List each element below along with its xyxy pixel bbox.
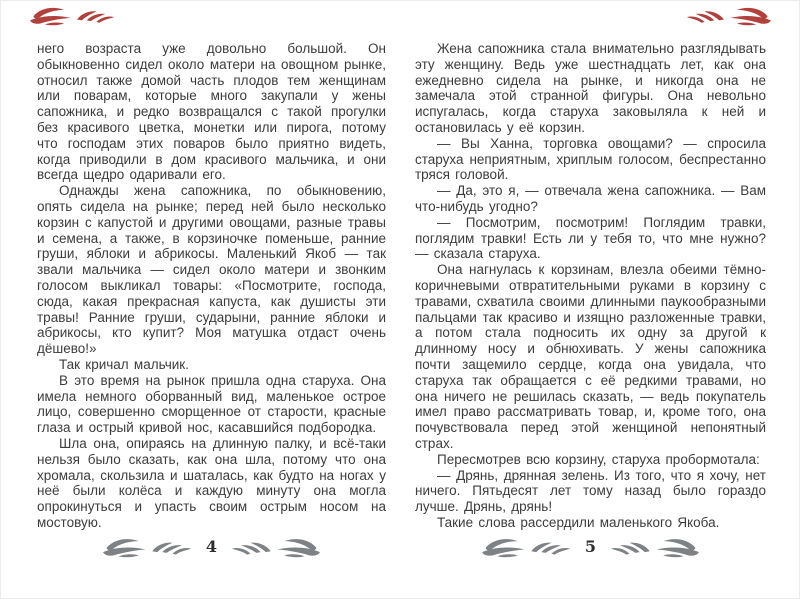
paragraph: — Да, это я, — отвечала жена сапожника. — Вам что-нибудь угодно? [415, 183, 766, 214]
paragraph: Такие слова рассердили маленького Якоба. [437, 514, 720, 530]
page-number-left: 4 [205, 537, 218, 556]
paragraph: — Дрянь, дрянная зелень. Из того, что я хочу, нет ничего. Пятьдесят лет тому назад было гораздо лучше. Дрянь, дрянь! [415, 467, 766, 515]
paragraph: Так кричал мальчик. [59, 356, 189, 372]
page-left-footer [37, 533, 386, 561]
paragraph: Пересмотрев всю корзину, старуха пробормотала: [437, 451, 760, 467]
footer-flourish-left-icon [479, 536, 575, 558]
page-right-text-column [415, 41, 766, 531]
footer-flourish-right-icon [606, 536, 702, 558]
paragraph: — Посмотрим, посмотрим! Поглядим травки, поглядим травки! Есть ли у тебя то, что мне нужно? — сказала старуха. [415, 214, 766, 262]
paragraph: него возраста уже довольно большой. Он обыкновенно сидел около матери на овощном рынке, относил также домой часть плодов тем женщинам или поварам, которые много закупали у жены сапожника, и редко возвращался с такой прогулки без красивого цветка, монетки или пирога, потому что господам этих поваров было приятно видеть, когда приводили в дом красивого мальчика, и они всегда щедро одаривали его. [37, 41, 386, 183]
footer-flourish-right-icon [227, 536, 323, 558]
corner-flourish-left-icon [28, 5, 118, 26]
page-right-footer [415, 533, 766, 561]
paragraph: Шла она, опираясь на длинную палку, и всё-таки нельзя было сказать, как она шла, потому что она хромала, скользила и шаталась, как будто на ногах у неё были колёса и каждую минуту она могла опрокинуться и упасть своим острым носом на мостовую. [37, 435, 386, 530]
paragraph: Однажды жена сапожника, по обыкновению, опять сидела на рынке; перед ней было несколько корзин с капустой и другими овощами, разные травы и семена, а также, в корзиночке поменьше, ранние груши, яблоки и абрикосы. Маленький Якоб — так звали мальчика — сидел около матери и звонким голосом выкликал товары: «Посмотрите, господа, сюда, какая прекрасная капуста, как душисты эти травы! Ранние груши, сударыни, ранние яблоки и абрикосы, кто купит? Моя матушка отдаст очень дёшево!» [37, 183, 386, 357]
corner-flourish-right-icon [683, 5, 773, 26]
page-left-text-column [37, 41, 386, 531]
paragraph: — Вы Ханна, торговка овощами? — спросила старуха неприятным, хриплым голосом, беспрестанно тряся головой. [415, 135, 766, 183]
page-number-right: 5 [584, 537, 597, 556]
footer-flourish-left-icon [100, 536, 196, 558]
paragraph: В это время на рынок пришла одна старуха. Она имела немного оборванный вид, маленькое острое лицо, совершенно сморщенное от старости, красные глаза и острый кривой нос, касавшийся подбородка. [37, 372, 386, 436]
paragraph: Жена сапожника стала внимательно разглядывать эту женщину. Ведь уже шестнадцать лет, как она ежедневно сидела на рынке, и никогда она не замечала этой странной фигуры. Она невольно испугалась, когда старуха заковыляла к ней и остановилась у её корзин. [415, 41, 766, 135]
paragraph: Она нагнулась к корзинам, влезла обеими тёмно-коричневыми отвратительными руками в корзину с травами, схватила своими длинными паукообразными пальцами так красиво и изящно разложенные травки, а потом стала подносить их одну за другой к длинному носу и обнюхивать. У жены сапожника почти защемило сердце, когда она увидала, что старуха так обращается с её редкими травами, но она ничего не решилась сказать, — ведь покупатель имел право рассматривать товар, и, кроме того, она почувствовала перед этой женщиной непонятный страх. [415, 262, 766, 451]
